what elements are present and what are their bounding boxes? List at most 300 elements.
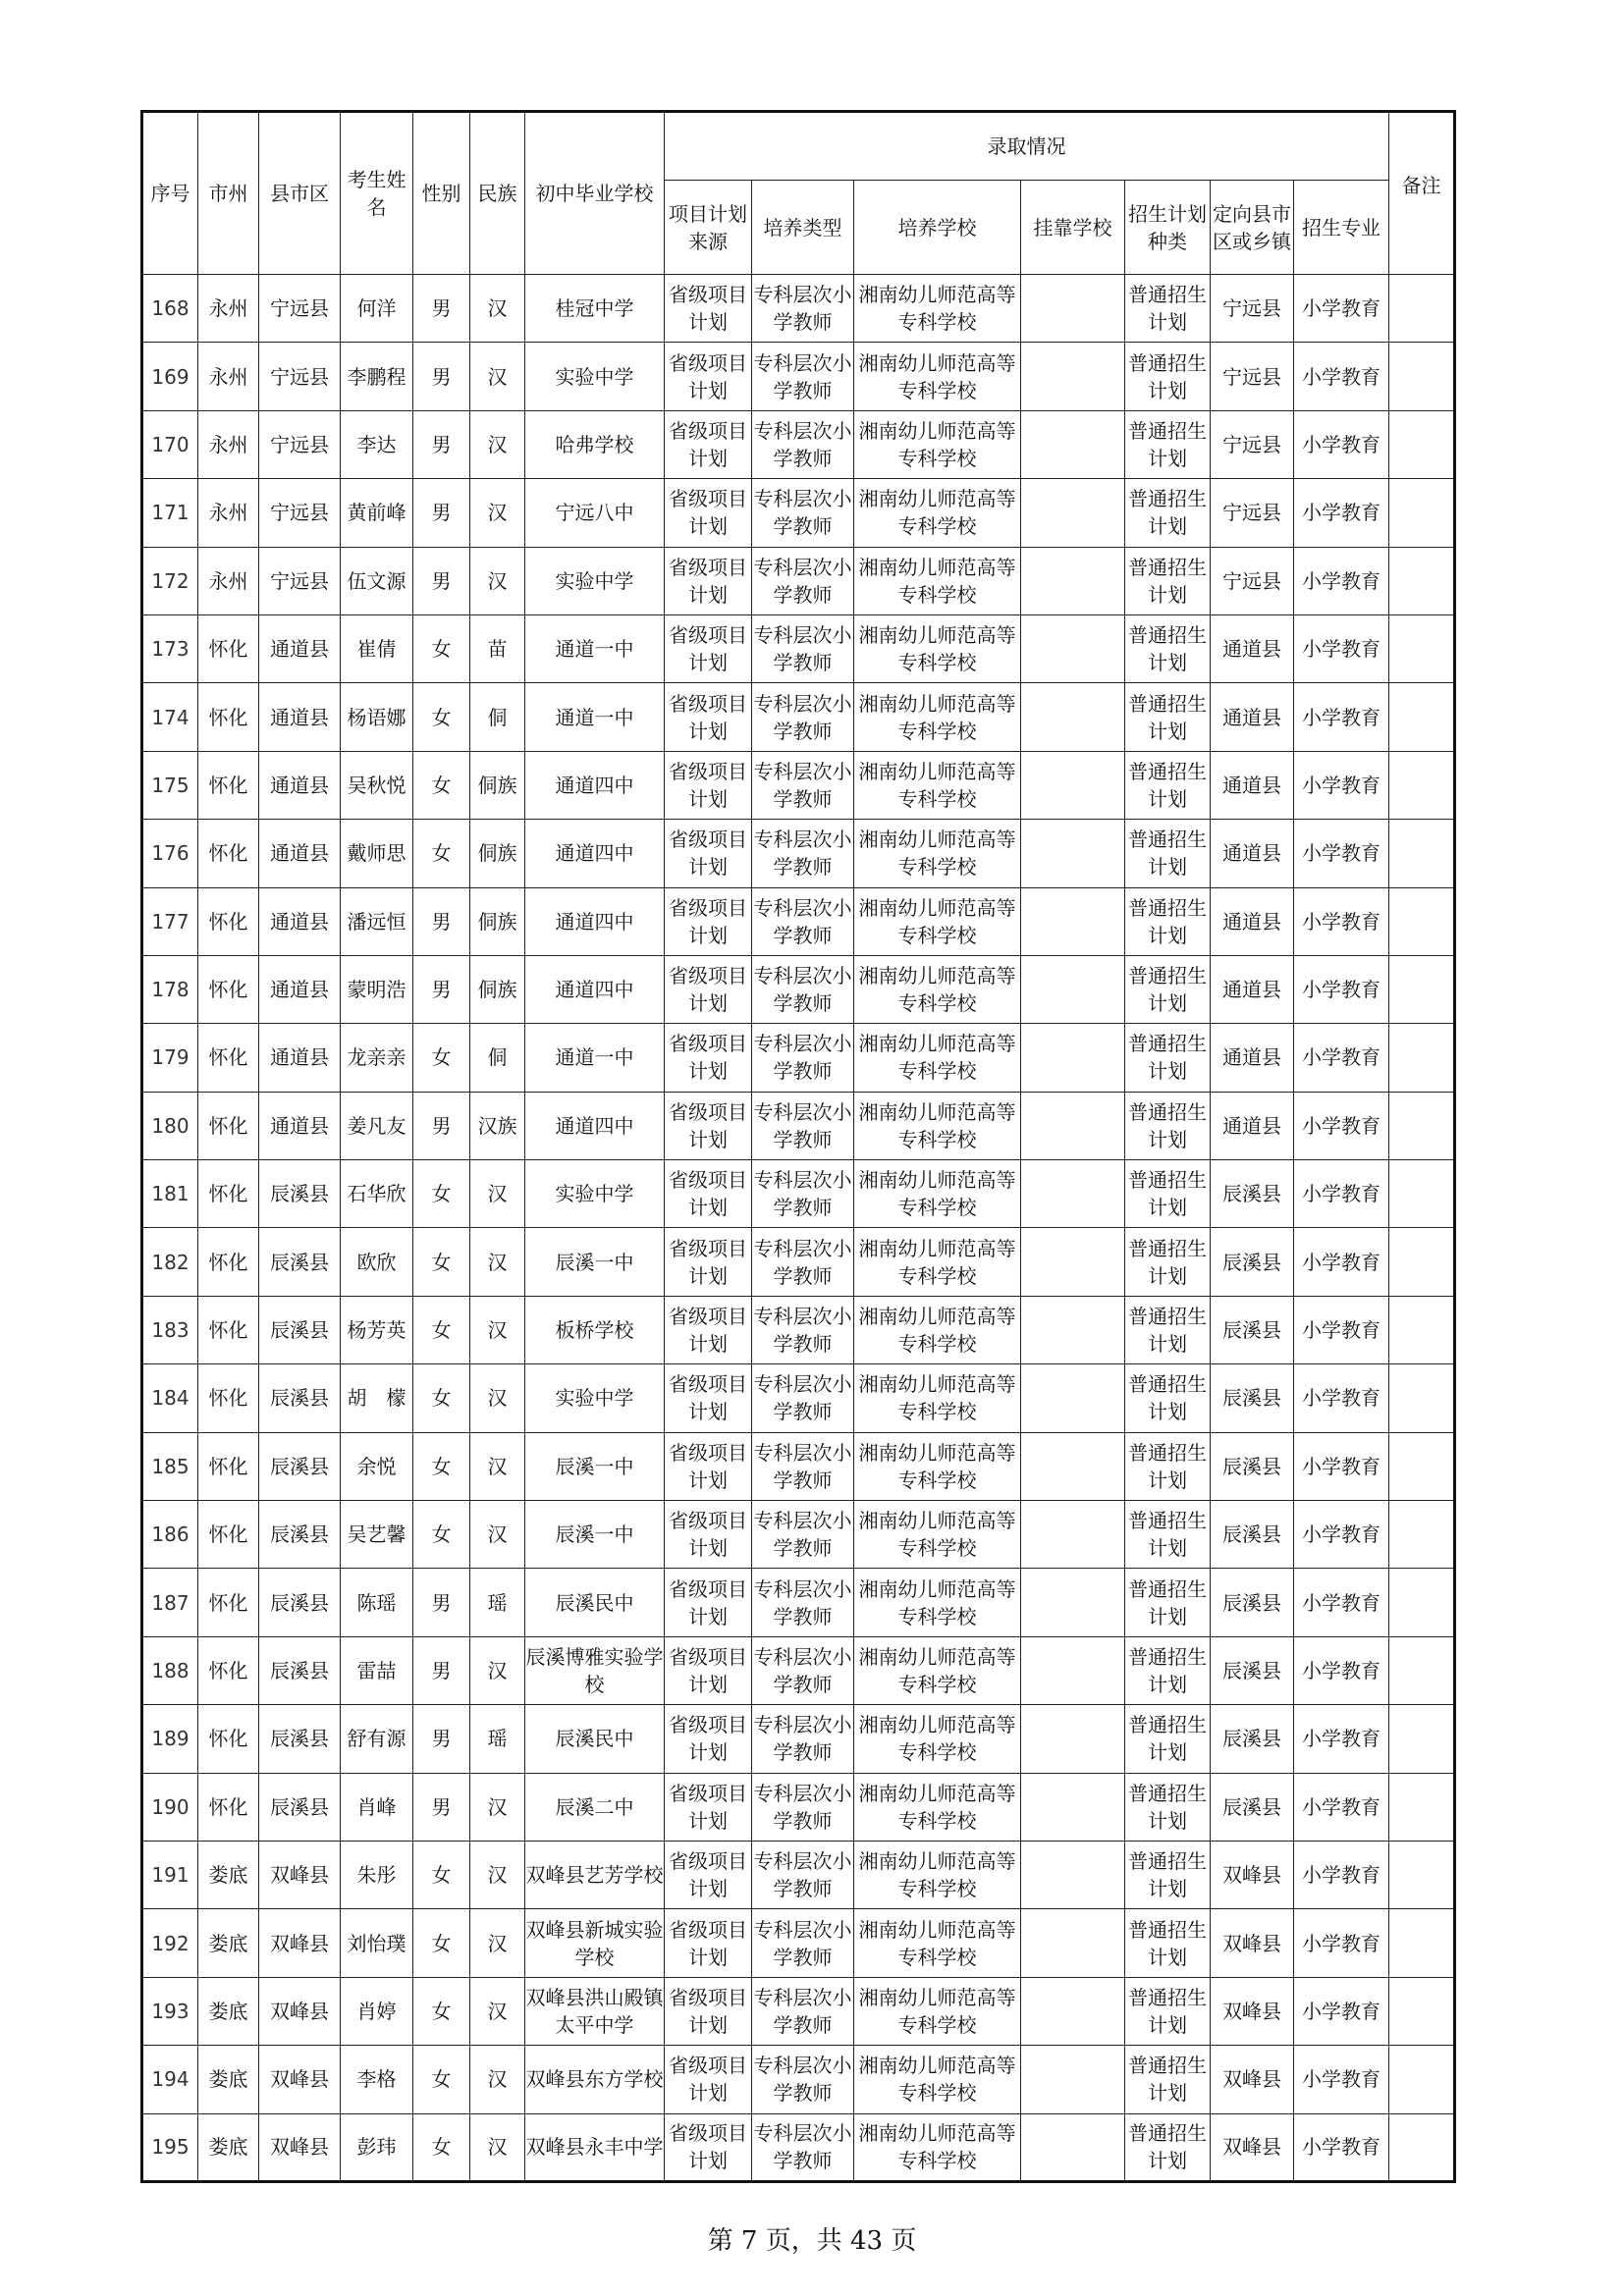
cell-major: 小学教育 bbox=[1294, 2113, 1389, 2181]
cell-middle-school: 通道一中 bbox=[525, 614, 665, 682]
cell-ethnicity: 侗 bbox=[470, 1024, 525, 1092]
cell-city: 怀化 bbox=[198, 1705, 259, 1773]
cell-name: 李达 bbox=[341, 410, 413, 478]
cell-seq: 181 bbox=[142, 1160, 198, 1228]
cell-quota-type: 普通招生计划 bbox=[1125, 275, 1211, 343]
cell-ethnicity: 侗族 bbox=[470, 955, 525, 1023]
cell-major: 小学教育 bbox=[1294, 547, 1389, 614]
cell-train-school: 湘南幼儿师范高等专科学校 bbox=[854, 1501, 1021, 1569]
cell-affiliate-school bbox=[1021, 887, 1125, 955]
cell-affiliate-school bbox=[1021, 614, 1125, 682]
cell-ethnicity: 汉 bbox=[470, 2113, 525, 2181]
cell-quota-type: 普通招生计划 bbox=[1125, 614, 1211, 682]
cell-gender: 男 bbox=[413, 955, 470, 1023]
cell-city: 怀化 bbox=[198, 1432, 259, 1500]
cell-affiliate-school bbox=[1021, 410, 1125, 478]
cell-remark bbox=[1389, 683, 1455, 751]
cell-train-school: 湘南幼儿师范高等专科学校 bbox=[854, 1364, 1021, 1432]
cell-train-type: 专科层次小学教师 bbox=[752, 1569, 854, 1636]
cell-middle-school: 双峰县永丰中学 bbox=[525, 2113, 665, 2181]
cell-train-school: 湘南幼儿师范高等专科学校 bbox=[854, 343, 1021, 410]
cell-county: 辰溪县 bbox=[259, 1228, 341, 1296]
cell-target-area: 双峰县 bbox=[1211, 1977, 1294, 2045]
cell-quota-type: 普通招生计划 bbox=[1125, 2046, 1211, 2113]
cell-name: 肖婷 bbox=[341, 1977, 413, 2045]
cell-middle-school: 辰溪民中 bbox=[525, 1569, 665, 1636]
cell-target-area: 通道县 bbox=[1211, 1092, 1294, 1159]
cell-seq: 175 bbox=[142, 751, 198, 819]
table-row bbox=[142, 820, 1455, 887]
cell-middle-school: 实验中学 bbox=[525, 1364, 665, 1432]
cell-name: 杨芳英 bbox=[341, 1296, 413, 1363]
cell-seq: 170 bbox=[142, 410, 198, 478]
cell-county: 宁远县 bbox=[259, 275, 341, 343]
cell-major: 小学教育 bbox=[1294, 1092, 1389, 1159]
cell-city: 怀化 bbox=[198, 1364, 259, 1432]
cell-train-type: 专科层次小学教师 bbox=[752, 683, 854, 751]
cell-major: 小学教育 bbox=[1294, 1977, 1389, 2045]
cell-county: 宁远县 bbox=[259, 410, 341, 478]
cell-remark bbox=[1389, 1160, 1455, 1228]
cell-middle-school: 通道一中 bbox=[525, 1024, 665, 1092]
cell-remark bbox=[1389, 1909, 1455, 1977]
cell-ethnicity: 汉 bbox=[470, 1228, 525, 1296]
cell-affiliate-school bbox=[1021, 1501, 1125, 1569]
cell-county: 双峰县 bbox=[259, 1977, 341, 2045]
col-plan-source-header: 项目计划来源 bbox=[665, 181, 752, 275]
cell-remark bbox=[1389, 2046, 1455, 2113]
cell-plan-source: 省级项目计划 bbox=[665, 887, 752, 955]
table-row bbox=[142, 1705, 1455, 1773]
table-row bbox=[142, 1160, 1455, 1228]
cell-target-area: 辰溪县 bbox=[1211, 1773, 1294, 1841]
cell-affiliate-school bbox=[1021, 1432, 1125, 1500]
cell-major: 小学教育 bbox=[1294, 275, 1389, 343]
cell-major: 小学教育 bbox=[1294, 955, 1389, 1023]
cell-plan-source: 省级项目计划 bbox=[665, 1773, 752, 1841]
cell-affiliate-school bbox=[1021, 1024, 1125, 1092]
cell-ethnicity: 瑶 bbox=[470, 1569, 525, 1636]
cell-plan-source: 省级项目计划 bbox=[665, 343, 752, 410]
cell-affiliate-school bbox=[1021, 1705, 1125, 1773]
cell-ethnicity: 侗 bbox=[470, 683, 525, 751]
cell-train-type: 专科层次小学教师 bbox=[752, 614, 854, 682]
cell-name: 潘远恒 bbox=[341, 887, 413, 955]
cell-seq: 192 bbox=[142, 1909, 198, 1977]
cell-county: 通道县 bbox=[259, 614, 341, 682]
cell-gender: 男 bbox=[413, 1773, 470, 1841]
cell-gender: 女 bbox=[413, 1364, 470, 1432]
cell-ethnicity: 侗族 bbox=[470, 751, 525, 819]
table-row bbox=[142, 479, 1455, 547]
cell-train-type: 专科层次小学教师 bbox=[752, 343, 854, 410]
cell-affiliate-school bbox=[1021, 547, 1125, 614]
cell-plan-source: 省级项目计划 bbox=[665, 1636, 752, 1704]
cell-train-type: 专科层次小学教师 bbox=[752, 1160, 854, 1228]
table-row bbox=[142, 547, 1455, 614]
cell-name: 陈瑶 bbox=[341, 1569, 413, 1636]
table-row bbox=[142, 1501, 1455, 1569]
cell-affiliate-school bbox=[1021, 1909, 1125, 1977]
cell-train-type: 专科层次小学教师 bbox=[752, 1432, 854, 1500]
cell-train-type: 专科层次小学教师 bbox=[752, 275, 854, 343]
header-row bbox=[142, 112, 1455, 181]
cell-county: 通道县 bbox=[259, 955, 341, 1023]
table-row bbox=[142, 751, 1455, 819]
cell-city: 永州 bbox=[198, 343, 259, 410]
cell-ethnicity: 侗族 bbox=[470, 820, 525, 887]
table-row bbox=[142, 1024, 1455, 1092]
cell-name: 余悦 bbox=[341, 1432, 413, 1500]
cell-major: 小学教育 bbox=[1294, 1569, 1389, 1636]
cell-quota-type: 普通招生计划 bbox=[1125, 751, 1211, 819]
cell-city: 怀化 bbox=[198, 1569, 259, 1636]
cell-affiliate-school bbox=[1021, 2046, 1125, 2113]
cell-affiliate-school bbox=[1021, 1636, 1125, 1704]
cell-city: 怀化 bbox=[198, 1636, 259, 1704]
cell-gender: 女 bbox=[413, 2113, 470, 2181]
cell-county: 辰溪县 bbox=[259, 1773, 341, 1841]
admission-group-header: 录取情况 bbox=[665, 112, 1389, 181]
cell-quota-type: 普通招生计划 bbox=[1125, 1773, 1211, 1841]
cell-quota-type: 普通招生计划 bbox=[1125, 955, 1211, 1023]
admission-table bbox=[140, 110, 1456, 2183]
cell-ethnicity: 汉 bbox=[470, 1501, 525, 1569]
cell-train-school: 湘南幼儿师范高等专科学校 bbox=[854, 1432, 1021, 1500]
cell-city: 娄底 bbox=[198, 1841, 259, 1908]
table-row bbox=[142, 887, 1455, 955]
cell-remark bbox=[1389, 343, 1455, 410]
cell-plan-source: 省级项目计划 bbox=[665, 1228, 752, 1296]
cell-train-type: 专科层次小学教师 bbox=[752, 1296, 854, 1363]
table-row bbox=[142, 1773, 1455, 1841]
col-middle-school-header: 初中毕业学校 bbox=[525, 112, 665, 275]
cell-remark bbox=[1389, 2113, 1455, 2181]
cell-county: 辰溪县 bbox=[259, 1296, 341, 1363]
cell-target-area: 宁远县 bbox=[1211, 547, 1294, 614]
cell-target-area: 通道县 bbox=[1211, 751, 1294, 819]
cell-remark bbox=[1389, 1841, 1455, 1908]
cell-gender: 女 bbox=[413, 820, 470, 887]
cell-plan-source: 省级项目计划 bbox=[665, 1160, 752, 1228]
cell-seq: 176 bbox=[142, 820, 198, 887]
cell-middle-school: 辰溪民中 bbox=[525, 1705, 665, 1773]
cell-major: 小学教育 bbox=[1294, 1841, 1389, 1908]
cell-train-type: 专科层次小学教师 bbox=[752, 1636, 854, 1704]
cell-city: 永州 bbox=[198, 275, 259, 343]
cell-quota-type: 普通招生计划 bbox=[1125, 1364, 1211, 1432]
cell-remark bbox=[1389, 547, 1455, 614]
cell-middle-school: 辰溪二中 bbox=[525, 1773, 665, 1841]
cell-target-area: 辰溪县 bbox=[1211, 1569, 1294, 1636]
cell-middle-school: 辰溪一中 bbox=[525, 1432, 665, 1500]
cell-target-area: 宁远县 bbox=[1211, 275, 1294, 343]
cell-middle-school: 实验中学 bbox=[525, 1160, 665, 1228]
cell-train-type: 专科层次小学教师 bbox=[752, 547, 854, 614]
cell-gender: 男 bbox=[413, 887, 470, 955]
col-city-header: 市州 bbox=[198, 112, 259, 275]
table-body bbox=[142, 275, 1455, 2182]
cell-major: 小学教育 bbox=[1294, 683, 1389, 751]
cell-gender: 女 bbox=[413, 614, 470, 682]
cell-county: 通道县 bbox=[259, 1024, 341, 1092]
cell-city: 怀化 bbox=[198, 887, 259, 955]
cell-remark bbox=[1389, 614, 1455, 682]
cell-middle-school: 双峰县艺芳学校 bbox=[525, 1841, 665, 1908]
cell-major: 小学教育 bbox=[1294, 1296, 1389, 1363]
cell-name: 吴秋悦 bbox=[341, 751, 413, 819]
cell-gender: 女 bbox=[413, 2046, 470, 2113]
cell-plan-source: 省级项目计划 bbox=[665, 1432, 752, 1500]
cell-county: 通道县 bbox=[259, 751, 341, 819]
cell-seq: 180 bbox=[142, 1092, 198, 1159]
cell-city: 怀化 bbox=[198, 1228, 259, 1296]
cell-quota-type: 普通招生计划 bbox=[1125, 1705, 1211, 1773]
cell-target-area: 辰溪县 bbox=[1211, 1296, 1294, 1363]
cell-middle-school: 通道四中 bbox=[525, 887, 665, 955]
cell-remark bbox=[1389, 1569, 1455, 1636]
cell-name: 李鹏程 bbox=[341, 343, 413, 410]
cell-affiliate-school bbox=[1021, 1228, 1125, 1296]
cell-affiliate-school bbox=[1021, 683, 1125, 751]
cell-train-school: 湘南幼儿师范高等专科学校 bbox=[854, 275, 1021, 343]
cell-name: 吴艺馨 bbox=[341, 1501, 413, 1569]
cell-target-area: 辰溪县 bbox=[1211, 1364, 1294, 1432]
cell-name: 姜凡友 bbox=[341, 1092, 413, 1159]
cell-city: 娄底 bbox=[198, 2113, 259, 2181]
cell-city: 怀化 bbox=[198, 683, 259, 751]
cell-seq: 182 bbox=[142, 1228, 198, 1296]
cell-quota-type: 普通招生计划 bbox=[1125, 343, 1211, 410]
col-target-area-header: 定向县市区或乡镇 bbox=[1211, 181, 1294, 275]
cell-city: 怀化 bbox=[198, 1501, 259, 1569]
cell-remark bbox=[1389, 1296, 1455, 1363]
cell-seq: 183 bbox=[142, 1296, 198, 1363]
cell-seq: 169 bbox=[142, 343, 198, 410]
cell-affiliate-school bbox=[1021, 955, 1125, 1023]
cell-ethnicity: 汉 bbox=[470, 1636, 525, 1704]
cell-ethnicity: 汉 bbox=[470, 1296, 525, 1363]
cell-major: 小学教育 bbox=[1294, 751, 1389, 819]
cell-train-school: 湘南幼儿师范高等专科学校 bbox=[854, 1909, 1021, 1977]
table-row bbox=[142, 1569, 1455, 1636]
cell-ethnicity: 汉 bbox=[470, 1841, 525, 1908]
cell-major: 小学教育 bbox=[1294, 1160, 1389, 1228]
cell-affiliate-school bbox=[1021, 1569, 1125, 1636]
cell-county: 辰溪县 bbox=[259, 1705, 341, 1773]
cell-county: 辰溪县 bbox=[259, 1364, 341, 1432]
cell-city: 永州 bbox=[198, 547, 259, 614]
cell-county: 双峰县 bbox=[259, 1841, 341, 1908]
cell-plan-source: 省级项目计划 bbox=[665, 751, 752, 819]
cell-county: 宁远县 bbox=[259, 547, 341, 614]
cell-affiliate-school bbox=[1021, 1977, 1125, 2045]
cell-target-area: 双峰县 bbox=[1211, 2113, 1294, 2181]
cell-ethnicity: 汉族 bbox=[470, 1092, 525, 1159]
cell-major: 小学教育 bbox=[1294, 1705, 1389, 1773]
cell-train-school: 湘南幼儿师范高等专科学校 bbox=[854, 683, 1021, 751]
cell-remark bbox=[1389, 1705, 1455, 1773]
cell-train-school: 湘南幼儿师范高等专科学校 bbox=[854, 1228, 1021, 1296]
cell-middle-school: 板桥学校 bbox=[525, 1296, 665, 1363]
cell-seq: 179 bbox=[142, 1024, 198, 1092]
cell-affiliate-school bbox=[1021, 1296, 1125, 1363]
cell-ethnicity: 汉 bbox=[470, 1977, 525, 2045]
cell-name: 肖峰 bbox=[341, 1773, 413, 1841]
cell-gender: 男 bbox=[413, 1705, 470, 1773]
cell-train-school: 湘南幼儿师范高等专科学校 bbox=[854, 1841, 1021, 1908]
cell-plan-source: 省级项目计划 bbox=[665, 1569, 752, 1636]
cell-plan-source: 省级项目计划 bbox=[665, 1841, 752, 1908]
cell-remark bbox=[1389, 820, 1455, 887]
cell-gender: 女 bbox=[413, 1024, 470, 1092]
cell-city: 永州 bbox=[198, 410, 259, 478]
cell-ethnicity: 汉 bbox=[470, 1773, 525, 1841]
cell-name: 朱彤 bbox=[341, 1841, 413, 1908]
cell-train-school: 湘南幼儿师范高等专科学校 bbox=[854, 955, 1021, 1023]
cell-middle-school: 宁远八中 bbox=[525, 479, 665, 547]
cell-middle-school: 通道四中 bbox=[525, 820, 665, 887]
cell-gender: 男 bbox=[413, 1092, 470, 1159]
cell-city: 怀化 bbox=[198, 1160, 259, 1228]
cell-name: 伍文源 bbox=[341, 547, 413, 614]
cell-ethnicity: 汉 bbox=[470, 275, 525, 343]
table-row bbox=[142, 1909, 1455, 1977]
cell-target-area: 宁远县 bbox=[1211, 479, 1294, 547]
cell-plan-source: 省级项目计划 bbox=[665, 955, 752, 1023]
table-row bbox=[142, 275, 1455, 343]
cell-city: 怀化 bbox=[198, 751, 259, 819]
col-ethnicity-header: 民族 bbox=[470, 112, 525, 275]
cell-city: 怀化 bbox=[198, 614, 259, 682]
cell-ethnicity: 汉 bbox=[470, 2046, 525, 2113]
cell-plan-source: 省级项目计划 bbox=[665, 1364, 752, 1432]
cell-plan-source: 省级项目计划 bbox=[665, 2046, 752, 2113]
cell-city: 怀化 bbox=[198, 1092, 259, 1159]
cell-train-school: 湘南幼儿师范高等专科学校 bbox=[854, 1636, 1021, 1704]
cell-name: 何洋 bbox=[341, 275, 413, 343]
cell-gender: 男 bbox=[413, 410, 470, 478]
cell-train-type: 专科层次小学教师 bbox=[752, 2046, 854, 2113]
cell-quota-type: 普通招生计划 bbox=[1125, 1501, 1211, 1569]
cell-seq: 185 bbox=[142, 1432, 198, 1500]
cell-city: 怀化 bbox=[198, 1773, 259, 1841]
cell-plan-source: 省级项目计划 bbox=[665, 410, 752, 478]
cell-ethnicity: 苗 bbox=[470, 614, 525, 682]
cell-middle-school: 通道四中 bbox=[525, 751, 665, 819]
cell-remark bbox=[1389, 887, 1455, 955]
cell-quota-type: 普通招生计划 bbox=[1125, 547, 1211, 614]
cell-seq: 195 bbox=[142, 2113, 198, 2181]
cell-seq: 191 bbox=[142, 1841, 198, 1908]
cell-major: 小学教育 bbox=[1294, 1773, 1389, 1841]
cell-gender: 女 bbox=[413, 1160, 470, 1228]
cell-major: 小学教育 bbox=[1294, 1364, 1389, 1432]
col-affiliate-school-header: 挂靠学校 bbox=[1021, 181, 1125, 275]
cell-middle-school: 辰溪一中 bbox=[525, 1501, 665, 1569]
cell-gender: 女 bbox=[413, 1841, 470, 1908]
cell-target-area: 辰溪县 bbox=[1211, 1432, 1294, 1500]
cell-train-school: 湘南幼儿师范高等专科学校 bbox=[854, 1569, 1021, 1636]
col-train-type-header: 培养类型 bbox=[752, 181, 854, 275]
cell-remark bbox=[1389, 410, 1455, 478]
table-row bbox=[142, 410, 1455, 478]
cell-quota-type: 普通招生计划 bbox=[1125, 1024, 1211, 1092]
cell-county: 辰溪县 bbox=[259, 1501, 341, 1569]
cell-quota-type: 普通招生计划 bbox=[1125, 2113, 1211, 2181]
table-row bbox=[142, 1636, 1455, 1704]
cell-name: 胡 檬 bbox=[341, 1364, 413, 1432]
cell-county: 通道县 bbox=[259, 683, 341, 751]
cell-seq: 173 bbox=[142, 614, 198, 682]
cell-major: 小学教育 bbox=[1294, 2046, 1389, 2113]
cell-train-school: 湘南幼儿师范高等专科学校 bbox=[854, 1092, 1021, 1159]
cell-name: 戴师思 bbox=[341, 820, 413, 887]
cell-train-type: 专科层次小学教师 bbox=[752, 1773, 854, 1841]
cell-seq: 186 bbox=[142, 1501, 198, 1569]
cell-affiliate-school bbox=[1021, 1364, 1125, 1432]
cell-quota-type: 普通招生计划 bbox=[1125, 1569, 1211, 1636]
cell-target-area: 辰溪县 bbox=[1211, 1228, 1294, 1296]
cell-plan-source: 省级项目计划 bbox=[665, 820, 752, 887]
cell-gender: 女 bbox=[413, 1909, 470, 1977]
cell-ethnicity: 汉 bbox=[470, 1364, 525, 1432]
cell-train-school: 湘南幼儿师范高等专科学校 bbox=[854, 2113, 1021, 2181]
cell-major: 小学教育 bbox=[1294, 1228, 1389, 1296]
cell-remark bbox=[1389, 1773, 1455, 1841]
cell-plan-source: 省级项目计划 bbox=[665, 547, 752, 614]
cell-county: 辰溪县 bbox=[259, 1636, 341, 1704]
cell-gender: 男 bbox=[413, 343, 470, 410]
cell-seq: 184 bbox=[142, 1364, 198, 1432]
cell-train-school: 湘南幼儿师范高等专科学校 bbox=[854, 2046, 1021, 2113]
cell-middle-school: 通道四中 bbox=[525, 1092, 665, 1159]
cell-target-area: 通道县 bbox=[1211, 1024, 1294, 1092]
cell-target-area: 辰溪县 bbox=[1211, 1501, 1294, 1569]
cell-affiliate-school bbox=[1021, 1160, 1125, 1228]
cell-train-school: 湘南幼儿师范高等专科学校 bbox=[854, 751, 1021, 819]
table-row bbox=[142, 1432, 1455, 1500]
table-row bbox=[142, 2113, 1455, 2181]
page-footer: 第 7 页，共 43 页 bbox=[707, 2226, 917, 2256]
col-gender-header: 性别 bbox=[413, 112, 470, 275]
col-remark-header: 备注 bbox=[1389, 112, 1455, 275]
col-quota-type-header: 招生计划种类 bbox=[1125, 181, 1211, 275]
cell-plan-source: 省级项目计划 bbox=[665, 1024, 752, 1092]
table-row bbox=[142, 1364, 1455, 1432]
cell-ethnicity: 瑶 bbox=[470, 1705, 525, 1773]
cell-seq: 168 bbox=[142, 275, 198, 343]
cell-target-area: 双峰县 bbox=[1211, 2046, 1294, 2113]
cell-major: 小学教育 bbox=[1294, 1909, 1389, 1977]
cell-county: 通道县 bbox=[259, 820, 341, 887]
cell-county: 通道县 bbox=[259, 1092, 341, 1159]
cell-name: 欧欣 bbox=[341, 1228, 413, 1296]
cell-seq: 177 bbox=[142, 887, 198, 955]
cell-target-area: 通道县 bbox=[1211, 955, 1294, 1023]
cell-plan-source: 省级项目计划 bbox=[665, 275, 752, 343]
col-major-header: 招生专业 bbox=[1294, 181, 1389, 275]
cell-train-type: 专科层次小学教师 bbox=[752, 1024, 854, 1092]
cell-ethnicity: 汉 bbox=[470, 547, 525, 614]
cell-gender: 女 bbox=[413, 751, 470, 819]
cell-remark bbox=[1389, 1501, 1455, 1569]
col-name-header: 考生姓名 bbox=[341, 112, 413, 275]
cell-train-type: 专科层次小学教师 bbox=[752, 820, 854, 887]
cell-affiliate-school bbox=[1021, 275, 1125, 343]
table-row bbox=[142, 683, 1455, 751]
cell-plan-source: 省级项目计划 bbox=[665, 1501, 752, 1569]
